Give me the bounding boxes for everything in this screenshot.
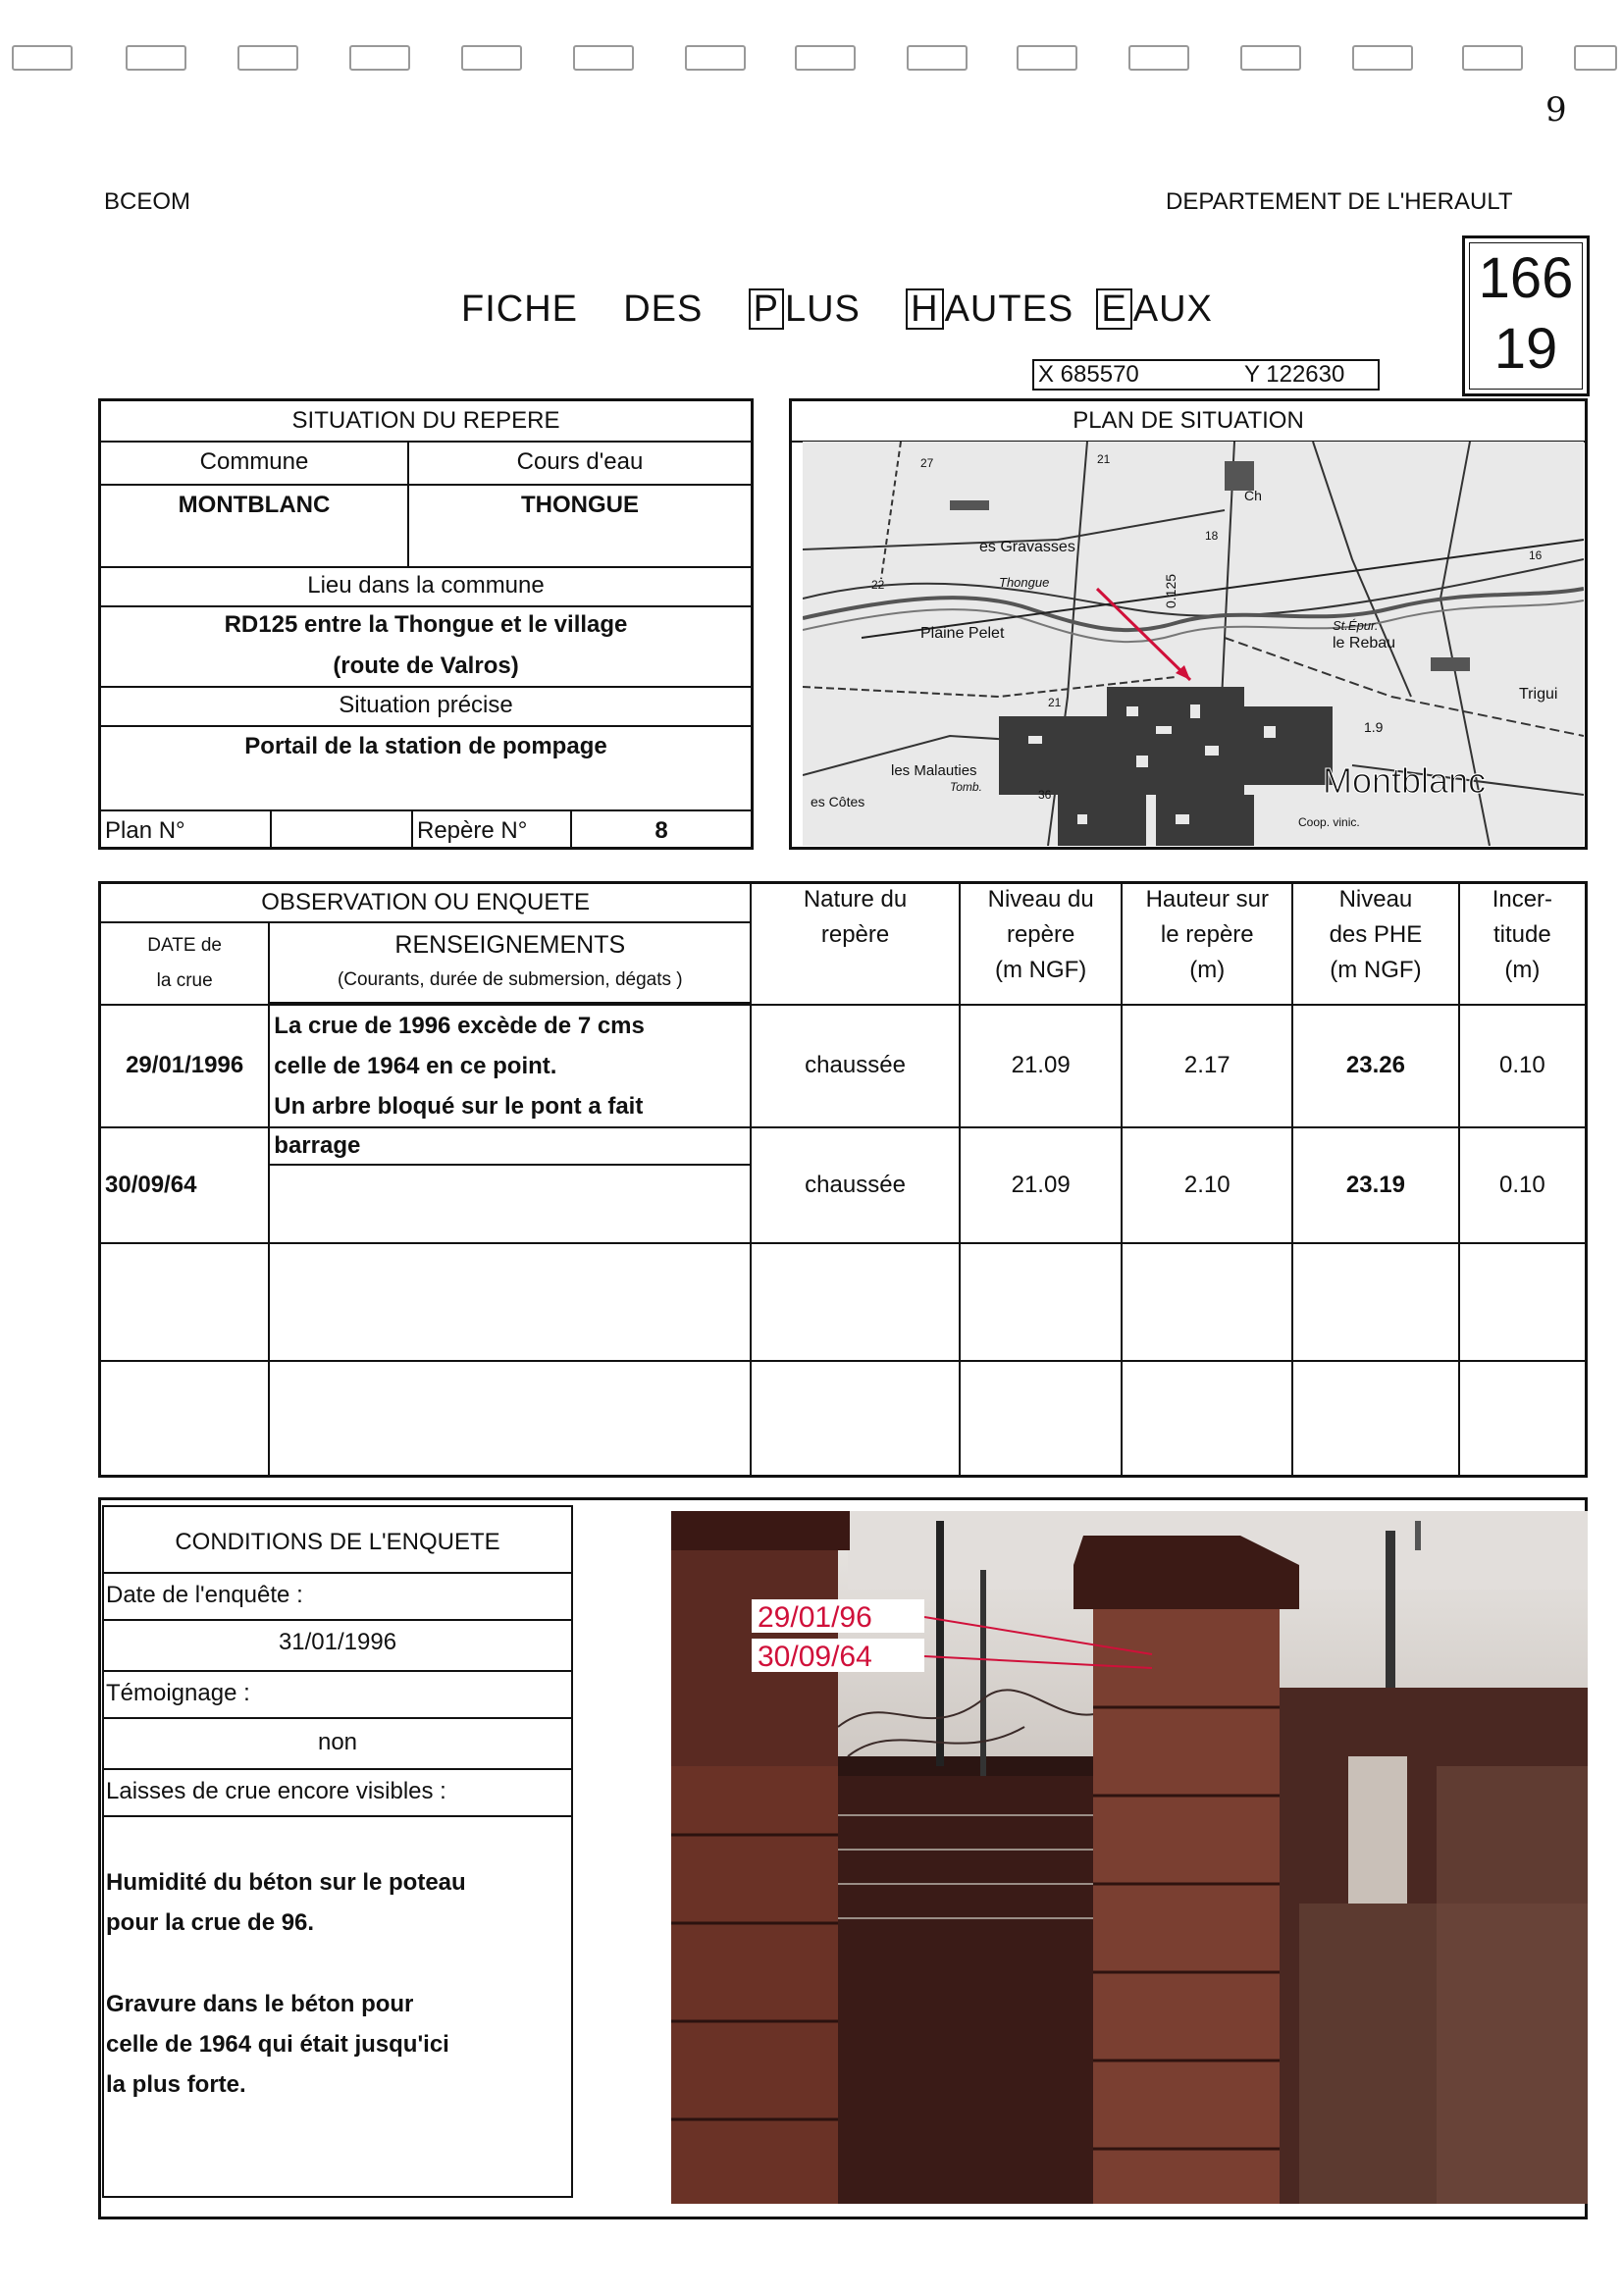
laisses-text-1: Humidité du béton sur le poteau pour la crue de 96. xyxy=(106,1869,466,1936)
table-row xyxy=(100,1127,1587,1243)
map-label-trigui: Trigui xyxy=(1519,686,1558,703)
row1-niveau: 21.09 xyxy=(960,1005,1123,1127)
page-title xyxy=(461,288,1213,331)
map-label-gravasses: es Gravasses xyxy=(979,539,1075,555)
col-hauteur: Hauteur sur le repère (m) xyxy=(1122,883,1292,1005)
lieu-line-2: (route de Valros) xyxy=(333,652,519,679)
precise-label: Situation précise xyxy=(339,692,513,718)
title-rest-autes: AUTES xyxy=(944,288,1074,330)
page-number: 9 xyxy=(1545,90,1567,130)
precise-value: Portail de la station de pompage xyxy=(244,733,607,759)
binder-holes xyxy=(0,45,1623,75)
title-letter-p: P xyxy=(749,288,784,330)
observation-table xyxy=(98,881,1588,1478)
title-rest-aux: AUX xyxy=(1132,288,1213,330)
plan-heading: PLAN DE SITUATION xyxy=(1073,407,1304,434)
row2-incertitude: 0.10 xyxy=(1459,1127,1587,1243)
repere-number-value: 8 xyxy=(654,817,668,844)
map-label-22: 22 xyxy=(871,578,885,592)
col-incertitude: Incer- titude (m) xyxy=(1459,883,1587,1005)
row2-hauteur: 2.10 xyxy=(1122,1127,1292,1243)
observation-heading: OBSERVATION OU ENQUETE xyxy=(100,883,752,922)
row2-niveau: 21.09 xyxy=(960,1127,1123,1243)
coord-x: X 685570 xyxy=(1038,361,1139,388)
enquete-date-label: Date de l'enquête : xyxy=(106,1582,303,1608)
flood-mark-photo xyxy=(671,1511,1588,2204)
row2-date: 30/09/64 xyxy=(100,1127,270,1243)
map-label-ch: Ch xyxy=(1244,488,1262,503)
map-label-montblanc: Montblanc xyxy=(1323,760,1487,801)
col-renseignements: RENSEIGNEMENTS (Courants, durée de submersion, dégats ) xyxy=(269,922,751,1003)
fiche-number-bottom: 19 xyxy=(1493,317,1558,381)
commune-value: MONTBLANC xyxy=(178,492,331,518)
coordinates-box xyxy=(1032,359,1380,391)
lieu-line-1: RD125 entre la Thongue et le village xyxy=(224,611,628,638)
title-letter-e: E xyxy=(1096,288,1131,330)
map-label-19: 1.9 xyxy=(1364,719,1384,735)
department-name: DEPARTEMENT DE L'HERAULT xyxy=(1166,188,1513,215)
photo-mark-1996: 29/01/96 xyxy=(758,1601,872,1634)
map-label-rebau: le Rebau xyxy=(1333,635,1396,652)
map-label-malauties: les Malauties xyxy=(891,762,977,779)
col-nature: Nature du repère xyxy=(751,883,960,1005)
col-niveau-repere: Niveau du repère (m NGF) xyxy=(960,883,1123,1005)
row1-date: 29/01/1996 xyxy=(100,1005,270,1127)
row2-nature: chaussée xyxy=(751,1127,960,1243)
situation-panel xyxy=(98,398,754,850)
laisses-label: Laisses de crue encore visibles : xyxy=(106,1778,446,1804)
row1-renseignements: La crue de 1996 excède de 7 cms celle de 1964 en ce point. Un arbre bloqué sur le pont a fait xyxy=(269,1005,751,1127)
repere-number-label: Repère N° xyxy=(417,817,528,844)
map-label-16: 16 xyxy=(1529,548,1543,562)
fiche-number-top: 166 xyxy=(1478,246,1574,310)
title-word-fiche: FICHE xyxy=(461,288,578,330)
map-label-18: 18 xyxy=(1205,529,1219,543)
enquete-date-value: 31/01/1996 xyxy=(278,1629,397,1655)
col-renseignements-sub: (Courants, durée de submersion, dégats ) xyxy=(337,968,683,990)
row2-phe: 23.19 xyxy=(1292,1127,1459,1243)
row1-hauteur: 2.17 xyxy=(1122,1005,1292,1127)
map-label-cotes: es Côtes xyxy=(811,794,865,809)
temoignage-label: Témoignage : xyxy=(106,1680,250,1706)
map-label-st-epur: St.Épur. xyxy=(1333,618,1379,633)
table-row-empty xyxy=(100,1361,1587,1477)
table-row-empty xyxy=(100,1243,1587,1361)
map-label-thongue: Thongue xyxy=(999,575,1050,590)
table-row xyxy=(100,1005,1587,1127)
map-label-21b: 21 xyxy=(1048,696,1062,709)
map-label-21: 21 xyxy=(1097,452,1111,466)
map-label-coop: Coop. vinic. xyxy=(1298,815,1360,829)
fiche-number-box xyxy=(1462,235,1590,396)
situation-heading: SITUATION DU REPERE xyxy=(291,407,560,434)
col-date: DATE de la crue xyxy=(100,922,270,1005)
laisses-text-2: Gravure dans le béton pour celle de 1964 qui était jusqu'ici la plus forte. xyxy=(106,1991,449,2098)
conditions-panel xyxy=(102,1505,573,2198)
photo-mark-1964: 30/09/64 xyxy=(758,1641,872,1673)
map-label-0125: 0.125 xyxy=(1163,573,1178,608)
map-label-plaine-pelet: Plaine Pelet xyxy=(920,625,1005,642)
map-label-36: 36 xyxy=(1038,788,1052,802)
coord-y: Y 122630 xyxy=(1244,361,1345,388)
org-name: BCEOM xyxy=(104,188,191,215)
title-letter-h: H xyxy=(906,288,943,330)
row1-phe: 23.26 xyxy=(1292,1005,1459,1127)
row1-incertitude: 0.10 xyxy=(1459,1005,1587,1127)
row2-renseignements: barrage xyxy=(269,1127,751,1243)
lieu-label: Lieu dans la commune xyxy=(307,572,545,599)
title-rest-lus: LUS xyxy=(784,288,861,330)
col-phe: Niveau des PHE (m NGF) xyxy=(1292,883,1459,1005)
map-label-27: 27 xyxy=(920,456,934,470)
map-label-tomb: Tomb. xyxy=(950,780,982,794)
situation-map xyxy=(803,442,1584,846)
plan-number-label: Plan N° xyxy=(105,817,185,844)
conditions-heading: CONDITIONS DE L'ENQUETE xyxy=(175,1529,500,1555)
cours-eau-value: THONGUE xyxy=(521,492,639,518)
commune-label: Commune xyxy=(199,448,309,475)
temoignage-value: non xyxy=(317,1729,358,1755)
cours-eau-label: Cours d'eau xyxy=(516,448,644,475)
row1-nature: chaussée xyxy=(751,1005,960,1127)
title-word-des: DES xyxy=(623,288,704,330)
